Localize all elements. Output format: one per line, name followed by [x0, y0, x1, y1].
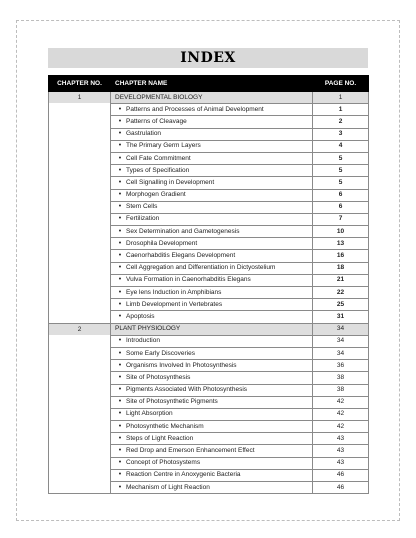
topic-name: Reaction Centre in Anoxygenic Bacteria: [126, 471, 241, 479]
topic-cell: [111, 445, 313, 457]
bullet-icon: •: [118, 398, 122, 406]
topic-name: Pigments Associated With Photosynthesis: [126, 386, 248, 394]
chapter-number-cell: [49, 92, 111, 324]
bullet-icon: •: [118, 447, 122, 455]
topic-page: 38: [313, 372, 369, 384]
topic-name: Sex Determination and Gametogenesis: [126, 227, 240, 235]
topic-page: 7: [313, 213, 369, 225]
topic-name: Steps of Light Reaction: [126, 434, 194, 442]
bullet-icon: •: [118, 410, 122, 418]
topic-cell: [111, 165, 313, 177]
topic-cell: [111, 104, 313, 116]
topic-page: 46: [313, 469, 369, 481]
topic-page: 34: [313, 335, 369, 347]
topic-page: 43: [313, 445, 369, 457]
bullet-icon: •: [118, 312, 122, 320]
chapter-row: [49, 323, 369, 335]
topic-page: 46: [313, 482, 369, 494]
topic-cell: [111, 226, 313, 238]
bullet-icon: •: [118, 349, 122, 357]
topic-page: 18: [313, 262, 369, 274]
bullet-icon: •: [118, 239, 122, 247]
topic-name: Site of Photosynthesis: [126, 373, 191, 381]
chapter-page: 34: [313, 323, 369, 335]
topic-name: Photosynthetic Mechanism: [126, 422, 204, 430]
topic-page: 3: [313, 128, 369, 140]
header-page-no: PAGE NO.: [313, 76, 369, 92]
topic-cell: [111, 287, 313, 299]
bullet-icon: •: [118, 130, 122, 138]
topic-page: 42: [313, 396, 369, 408]
bullet-icon: •: [118, 252, 122, 260]
bullet-icon: •: [118, 264, 122, 272]
topic-name: Drosophila Development: [126, 239, 198, 247]
topic-cell: [111, 250, 313, 262]
topic-name: Cell Fate Commitment: [126, 154, 191, 162]
bullet-icon: •: [118, 117, 122, 125]
topic-cell: [111, 274, 313, 286]
topic-page: 5: [313, 177, 369, 189]
topic-name: Cell Signalling in Development: [126, 178, 215, 186]
bullet-icon: •: [118, 154, 122, 162]
index-table: [48, 75, 369, 494]
topic-cell: [111, 213, 313, 225]
bullet-icon: •: [118, 203, 122, 211]
topic-page: 6: [313, 189, 369, 201]
chapter-name: DEVELOPMENTAL BIOLOGY: [111, 92, 313, 104]
header-row: [49, 76, 369, 92]
topic-page: 38: [313, 384, 369, 396]
bullet-icon: •: [118, 142, 122, 150]
topic-name: Vulva Formation in Caenorhabditis Elegans: [126, 276, 251, 284]
topic-name: Organisms Involved In Photosynthesis: [126, 361, 237, 369]
topic-name: Introduction: [126, 337, 160, 345]
bullet-icon: •: [118, 227, 122, 235]
bullet-icon: •: [118, 361, 122, 369]
topic-cell: [111, 189, 313, 201]
topic-name: Apoptosis: [126, 312, 155, 320]
topic-page: 10: [313, 226, 369, 238]
topic-cell: [111, 128, 313, 140]
topic-page: 1: [313, 104, 369, 116]
topic-name: Site of Photosynthetic Pigments: [126, 398, 218, 406]
topic-page: 13: [313, 238, 369, 250]
topic-name: Gastrulation: [126, 130, 162, 138]
topic-page: 25: [313, 299, 369, 311]
bullet-icon: •: [118, 483, 122, 491]
topic-cell: [111, 433, 313, 445]
topic-cell: [111, 347, 313, 359]
bullet-icon: •: [118, 471, 122, 479]
topic-name: Light Absorption: [126, 410, 173, 418]
header-chapter-no: CHAPTER NO.: [49, 76, 111, 92]
topic-cell: [111, 421, 313, 433]
topic-cell: [111, 238, 313, 250]
chapter-page: 1: [313, 92, 369, 104]
topic-name: Types of Specification: [126, 166, 190, 174]
topic-name: Some Early Discoveries: [126, 349, 195, 357]
topic-name: Stem Cells: [126, 203, 158, 211]
topic-cell: [111, 140, 313, 152]
bullet-icon: •: [118, 373, 122, 381]
topic-name: Concept of Photosystems: [126, 459, 201, 467]
bullet-icon: •: [118, 276, 122, 284]
topic-name: Morphogen Gradient: [126, 191, 186, 199]
topic-cell: [111, 372, 313, 384]
topic-name: Red Drop and Emerson Enhancement Effect: [126, 447, 255, 455]
topic-page: 5: [313, 152, 369, 164]
topic-cell: [111, 177, 313, 189]
topic-cell: [111, 335, 313, 347]
bullet-icon: •: [118, 191, 122, 199]
bullet-icon: •: [118, 434, 122, 442]
topic-name: Mechanism of Light Reaction: [126, 483, 210, 491]
chapter-row: [49, 92, 369, 104]
topic-cell: [111, 396, 313, 408]
bullet-icon: •: [118, 105, 122, 113]
topic-name: Cell Aggregation and Differentiation in Dictyostelium: [126, 264, 276, 272]
topic-cell: [111, 311, 313, 323]
topic-page: 43: [313, 433, 369, 445]
topic-page: 22: [313, 287, 369, 299]
bullet-icon: •: [118, 288, 122, 296]
topic-name: The Primary Germ Layers: [126, 142, 201, 150]
topic-cell: [111, 116, 313, 128]
topic-cell: [111, 152, 313, 164]
topic-cell: [111, 201, 313, 213]
topic-cell: [111, 457, 313, 469]
topic-page: 2: [313, 116, 369, 128]
topic-name: Patterns and Processes of Animal Development: [126, 105, 264, 113]
bullet-icon: •: [118, 300, 122, 308]
bullet-icon: •: [118, 166, 122, 174]
chapter-number: 2: [49, 324, 110, 335]
topic-name: Eye lens Induction in Amphibians: [126, 288, 222, 296]
topic-page: 21: [313, 274, 369, 286]
page-title: INDEX: [180, 50, 236, 66]
topic-page: 4: [313, 140, 369, 152]
topic-page: 5: [313, 165, 369, 177]
bullet-icon: •: [118, 459, 122, 467]
topic-cell: [111, 408, 313, 420]
chapter-number-cell: [49, 323, 111, 494]
topic-page: 34: [313, 347, 369, 359]
topic-name: Patterns of Cleavage: [126, 117, 187, 125]
topic-page: 31: [313, 311, 369, 323]
topic-cell: [111, 384, 313, 396]
topic-page: 16: [313, 250, 369, 262]
topic-page: 6: [313, 201, 369, 213]
topic-name: Caenorhabditis Elegans Development: [126, 252, 236, 260]
topic-page: 36: [313, 360, 369, 372]
topic-name: Limb Development in Vertebrates: [126, 300, 223, 308]
index-body: [49, 92, 369, 494]
topic-page: 42: [313, 408, 369, 420]
topic-cell: [111, 262, 313, 274]
bullet-icon: •: [118, 178, 122, 186]
bullet-icon: •: [118, 386, 122, 394]
chapter-name: PLANT PHYSIOLOGY: [111, 323, 313, 335]
header-chapter-name: CHAPTER NAME: [111, 76, 313, 92]
topic-name: Fertilization: [126, 215, 160, 223]
bullet-icon: •: [118, 337, 122, 345]
topic-cell: [111, 299, 313, 311]
topic-cell: [111, 360, 313, 372]
bullet-icon: •: [118, 422, 122, 430]
chapter-number: 1: [49, 92, 110, 103]
topic-cell: [111, 482, 313, 494]
topic-cell: [111, 469, 313, 481]
topic-page: 42: [313, 421, 369, 433]
topic-page: 43: [313, 457, 369, 469]
index-title-bar: [48, 48, 368, 68]
bullet-icon: •: [118, 215, 122, 223]
